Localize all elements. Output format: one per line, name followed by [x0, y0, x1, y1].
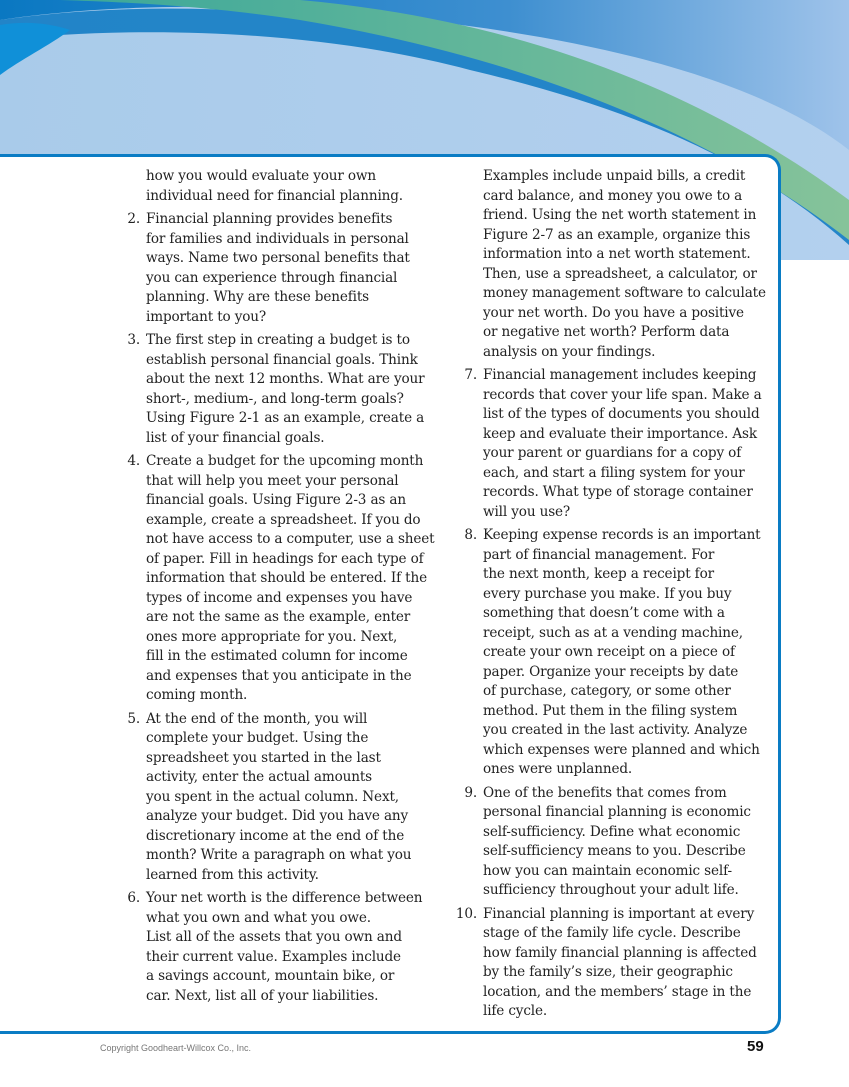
question-text-line: how family financial planning is affected: [483, 944, 757, 961]
question-text-line: analyze your budget. Did you have any: [146, 808, 409, 824]
question-text-line: and expenses that you anticipate in the: [146, 667, 412, 684]
question-text-line: records that cover your life span. Make a: [483, 386, 762, 403]
question-item: [464, 526, 783, 780]
question-item: [127, 452, 446, 706]
question-number: 4.: [127, 453, 140, 469]
question-text-line: method. Put them in the filing system: [483, 702, 738, 719]
question-text-line: Using Figure 2-1 as an example, create a: [146, 410, 425, 426]
question-item: [455, 905, 783, 1022]
question-text-line: the next month, keep a receipt for: [483, 566, 714, 582]
question-text-line: create your own receipt on a piece of: [483, 644, 735, 660]
question-number: 9.: [464, 784, 477, 801]
question-text-line: friend. Using the net worth statement in: [483, 207, 757, 223]
question-text-line: their current value. Examples include: [146, 948, 401, 965]
question-text-line: of purchase, category, or some other: [483, 683, 731, 699]
question-number: 3.: [127, 332, 140, 348]
question-text-line: ones were unplanned.: [483, 761, 633, 777]
question-text-line: individual need for financial planning.: [146, 187, 403, 204]
question-text-line: example, create a spreadsheet. If you do: [146, 511, 421, 528]
question-text-line: money management software to calculate: [483, 285, 766, 301]
question-text-line: analysis on your findings.: [483, 343, 656, 360]
question-text-line: of paper. Fill in headings for each type of: [146, 550, 424, 567]
question-text-line: information that should be entered. If the: [146, 570, 427, 586]
question-item: [127, 710, 446, 886]
question-text-line: types of income and expenses you have: [146, 589, 413, 606]
question-text-line: you created in the last activity. Analyze: [483, 722, 748, 738]
question-text-line: Then, use a spreadsheet, a calculator, or: [483, 265, 757, 282]
question-text-line: important to you?: [146, 308, 267, 325]
question-text-line: for families and individuals in personal: [146, 230, 409, 247]
question-text-line: not have access to a computer, use a sheet: [146, 531, 435, 547]
question-text-line: life cycle.: [483, 1003, 548, 1019]
question-text-line: coming month.: [146, 687, 248, 703]
question-text-line: financial goals. Using Figure 2-3 as an: [146, 492, 406, 508]
question-text-line: are not the same as the example, enter: [146, 609, 411, 625]
question-text-line: Financial planning provides benefits: [146, 211, 393, 227]
question-text-line: card balance, and money you owe to a: [483, 187, 743, 204]
right-column: [455, 167, 783, 1026]
question-item: [464, 366, 783, 522]
question-text-line: complete your budget. Using the: [146, 730, 369, 746]
question-item: [464, 784, 783, 901]
question-text-line: Financial management includes keeping: [483, 367, 757, 383]
question-text-line: or negative net worth? Perform data: [483, 324, 730, 340]
question-number: 2.: [127, 211, 140, 227]
question-text-line: car. Next, list all of your liabilities.: [146, 987, 379, 1004]
question-text-line: spreadsheet you started in the last: [146, 749, 381, 766]
question-text-line: how you would evaluate your own: [146, 168, 377, 184]
question-text-line: records. What type of storage container: [483, 484, 753, 500]
question-item: [483, 167, 783, 362]
question-text-line: sufficiency throughout your adult life.: [483, 882, 739, 898]
question-text-line: keep and evaluate their importance. Ask: [483, 425, 757, 442]
question-item: [127, 331, 446, 448]
question-text-line: list of the types of documents you should: [483, 406, 760, 422]
question-text-line: Financial planning is important at every: [483, 905, 755, 922]
question-number: 8.: [464, 527, 477, 543]
question-text-line: your net worth. Do you have a positive: [483, 304, 744, 321]
question-text-line: At the end of the month, you will: [146, 710, 368, 727]
question-text-line: by the family’s size, their geographic: [483, 964, 733, 980]
question-text-line: how you can maintain economic self-: [483, 862, 732, 879]
question-text-line: Your net worth is the difference between: [146, 890, 423, 906]
left-column: [127, 167, 446, 1010]
question-text-line: part of financial management. For: [483, 546, 715, 563]
question-number: 5.: [127, 710, 140, 727]
question-text-line: you spent in the actual column. Next,: [146, 788, 399, 805]
page-number: 59: [747, 1038, 764, 1055]
question-text-line: location, and the members’ stage in the: [483, 983, 752, 1000]
question-text-line: learned from this activity.: [146, 866, 319, 883]
question-text-line: receipt, such as at a vending machine,: [483, 624, 743, 641]
question-text-line: what you own and what you owe.: [146, 909, 371, 926]
question-text-line: list of your financial goals.: [146, 429, 325, 446]
question-text-line: paper. Organize your receipts by date: [483, 663, 739, 680]
question-text-line: ways. Name two personal benefits that: [146, 250, 410, 266]
question-item: [146, 167, 446, 206]
question-text-line: personal financial planning is economic: [483, 804, 751, 820]
question-item: [127, 889, 446, 1006]
question-text-line: information into a net worth statement.: [483, 246, 751, 262]
question-text-line: establish personal financial goals. Think: [146, 351, 418, 368]
question-item: [127, 210, 446, 327]
question-text-line: each, and start a filing system for your: [483, 464, 745, 481]
question-text-line: discretionary income at the end of the: [146, 827, 405, 844]
question-text-line: will you use?: [483, 503, 571, 520]
question-text-line: every purchase you make. If you buy: [483, 585, 732, 602]
question-text-line: month? Write a paragraph on what you: [146, 847, 412, 863]
question-text-line: about the next 12 months. What are your: [146, 371, 425, 387]
question-text-line: your parent or guardians for a copy of: [483, 445, 742, 461]
question-text-line: you can experience through financial: [146, 269, 398, 286]
question-text-line: fill in the estimated column for income: [146, 648, 408, 664]
question-text-line: self-sufficiency. Define what economic: [483, 823, 741, 840]
question-text-line: Create a budget for the upcoming month: [146, 453, 424, 469]
question-text-line: which expenses were planned and which: [483, 741, 760, 758]
question-number: 6.: [127, 890, 140, 906]
question-text-line: planning. Why are these benefits: [146, 289, 369, 305]
question-text-line: List all of the assets that you own and: [146, 929, 402, 945]
question-text-line: The first step in creating a budget is to: [146, 332, 410, 348]
question-text-line: short-, medium-, and long-term goals?: [146, 390, 404, 407]
question-text-line: stage of the family life cycle. Describe: [483, 925, 741, 941]
question-text-line: Figure 2-7 as an example, organize this: [483, 226, 751, 243]
question-text-line: Keeping expense records is an important: [483, 527, 761, 543]
question-text-line: something that doesn’t come with a: [483, 605, 725, 621]
copyright-notice: Copyright Goodheart-Willcox Co., Inc.: [100, 1043, 252, 1053]
question-text-line: One of the benefits that comes from: [483, 784, 727, 801]
question-text-line: ones more appropriate for you. Next,: [146, 628, 398, 645]
question-text-line: self-sufficiency means to you. Describe: [483, 843, 746, 859]
question-number: 10.: [455, 905, 477, 922]
question-number: 7.: [464, 367, 477, 383]
question-text-line: that will help you meet your personal: [146, 472, 399, 489]
question-text-line: activity, enter the actual amounts: [146, 769, 372, 785]
question-text-line: a savings account, mountain bike, or: [146, 968, 395, 984]
question-text-line: Examples include unpaid bills, a credit: [483, 168, 746, 184]
